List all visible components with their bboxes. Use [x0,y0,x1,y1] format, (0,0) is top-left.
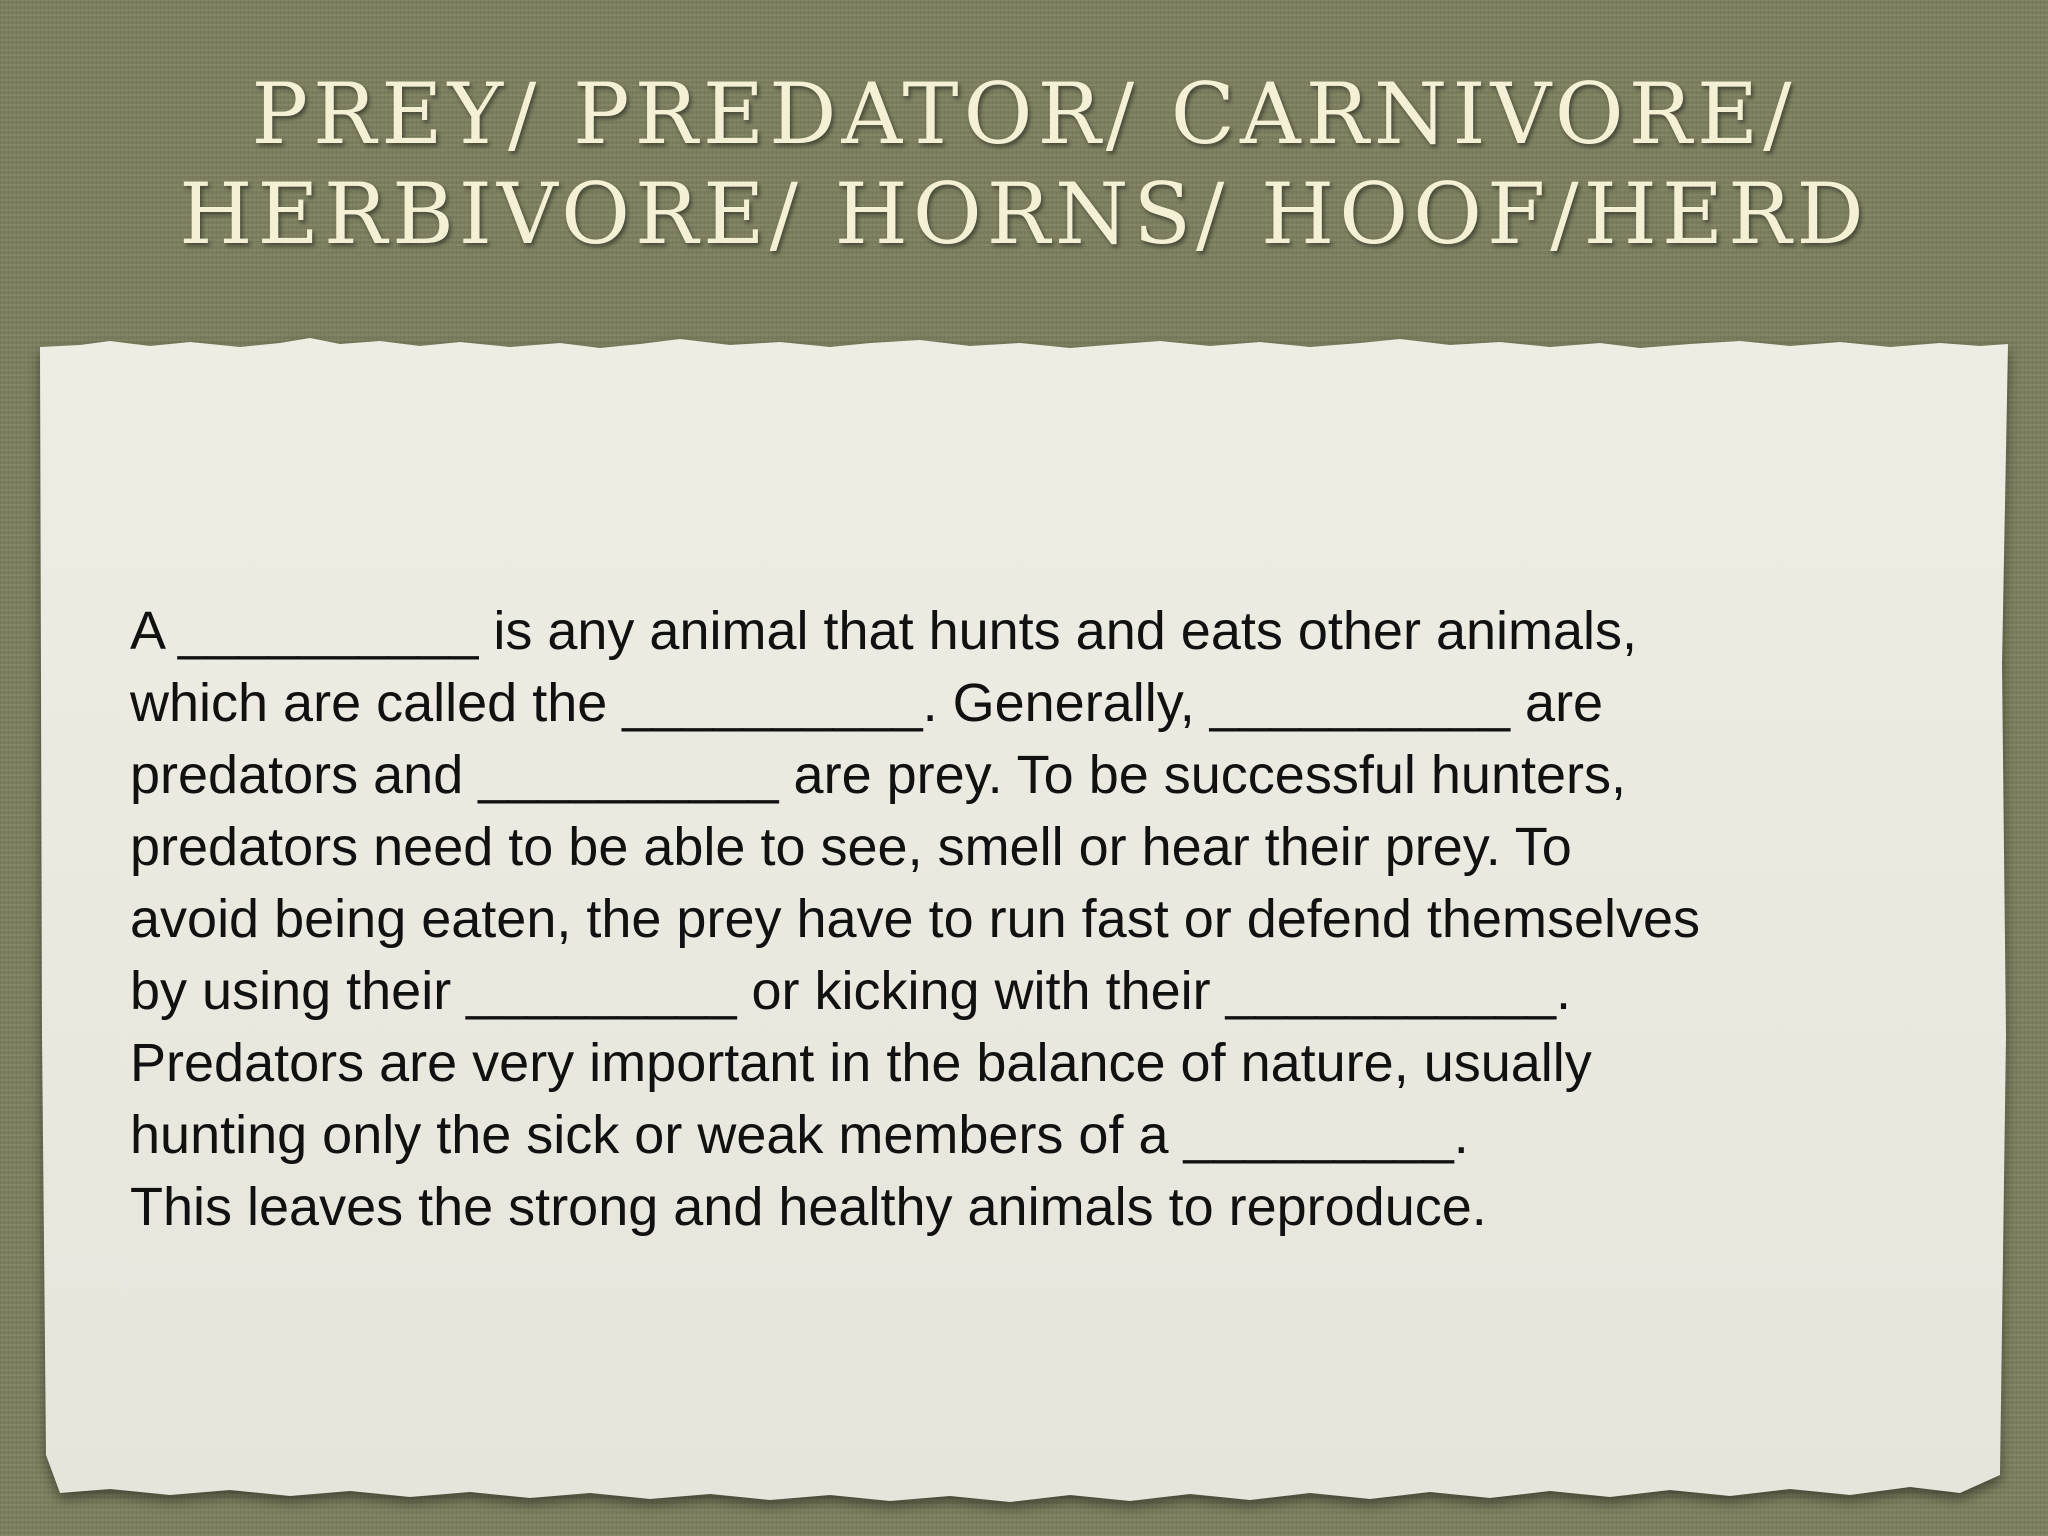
paragraph-line: hunting only the sick or weak members of a _________. [130,1105,1469,1165]
paragraph-line: predators need to be able to see, smell or hear their prey. To [130,817,1572,877]
paragraph-line: avoid being eaten, the prey have to run fast or defend themselves [130,889,1701,949]
paragraph-line: by using their _________ or kicking with their ___________. [130,961,1571,1021]
paragraph-line: predators and __________ are prey. To be successful hunters, [130,745,1626,805]
fill-in-the-blank-paragraph [130,595,1950,1243]
slide-title [60,64,1988,264]
paragraph-line: A __________ is any animal that hunts and eats other animals, [130,601,1638,661]
paragraph-line: which are called the __________. Generally, __________ are [130,673,1604,733]
title-line-1: PREY/ PREDATOR/ CARNIVORE/ [251,65,1797,163]
paragraph-line: Predators are very important in the balance of nature, usually [130,1033,1592,1093]
title-line-2: HERBIVORE/ HORNS/ HOOF/HERD [179,165,1869,263]
paragraph-line: This leaves the strong and healthy animals to reproduce. [130,1177,1487,1237]
